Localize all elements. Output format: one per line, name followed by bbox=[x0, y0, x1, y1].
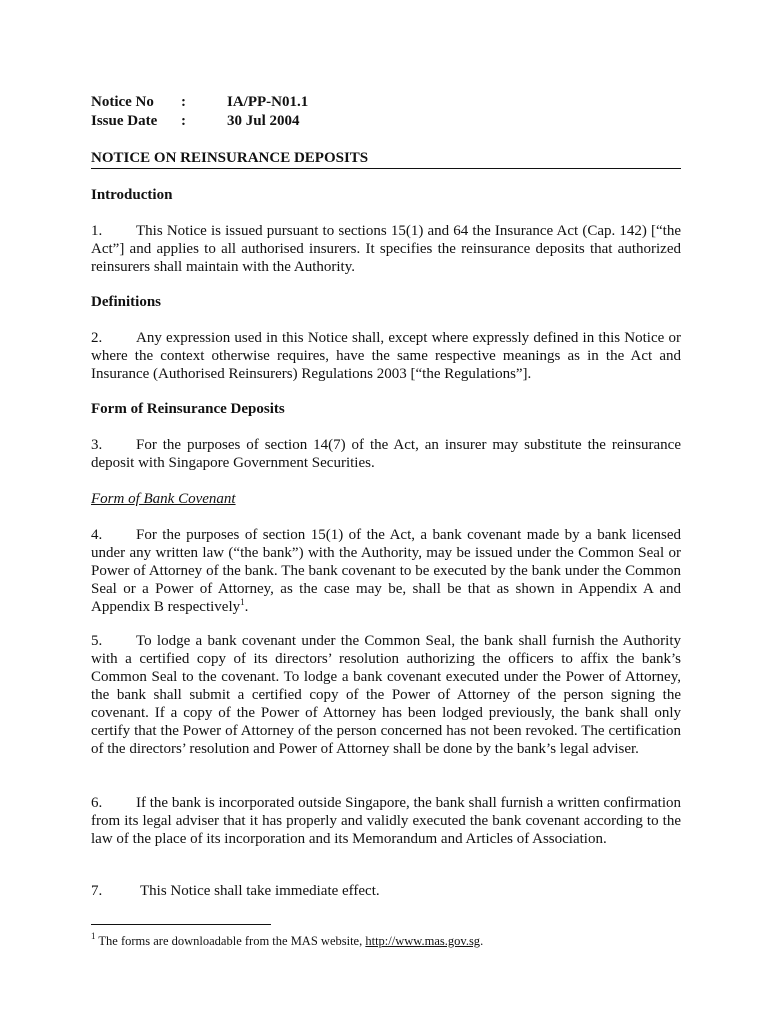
paragraph-number: 3. bbox=[91, 437, 103, 453]
notice-no-label: Notice No bbox=[91, 94, 154, 110]
paragraph-number: 5. bbox=[91, 633, 103, 649]
footnote-tail: . bbox=[480, 934, 484, 948]
footnote-divider bbox=[91, 924, 271, 925]
footnote-text: The forms are downloadable from the MAS website, bbox=[98, 934, 366, 948]
document-title: NOTICE ON REINSURANCE DEPOSITS bbox=[91, 149, 681, 169]
paragraph-number: 6. bbox=[91, 795, 103, 811]
paragraph-text: For the purposes of section 15(1) of the Act, a bank covenant made by a bank licensed under any written law (“the bank”) with the Authority, may be issued under the Common Seal or Power of Attorney of the bank. The bank covenant to be executed by the bank under the Common Seal or a Power of Attorney, as the case may be, shall be that as shown in Appendix A and Appendix B respectively bbox=[91, 527, 681, 615]
footnote-reference[interactable]: 1 bbox=[240, 597, 245, 607]
notice-no-row bbox=[91, 93, 308, 112]
paragraph-7 bbox=[91, 882, 681, 900]
paragraph-text: For the purposes of section 14(7) of the Act, an insurer may substitute the reinsurance deposit with Singapore Government Securities. bbox=[91, 437, 681, 471]
paragraph-4 bbox=[91, 526, 681, 616]
issue-date-colon: : bbox=[181, 113, 186, 129]
heading-introduction: Introduction bbox=[91, 187, 173, 203]
paragraph-text: To lodge a bank covenant under the Common Seal, the bank shall furnish the Authority with a certified copy of its directors’ resolution authorizing the officers to affix the bank’s Common Seal to the covenant. To lodge a bank covenant executed under the Power of Attorney, the bank shall submit a certified copy of the Power of Attorney of the person signing the covenant. If a copy of the Power of Attorney has been lodged previously, the bank shall only certify that the Power of Attorney of the person concerned has not been revoked. The certification of the directors’ resolution and Power of Attorney shall be done by the bank’s legal adviser. bbox=[91, 633, 681, 757]
heading-definitions: Definitions bbox=[91, 294, 162, 310]
paragraph-number: 4. bbox=[91, 527, 103, 543]
paragraph-5 bbox=[91, 632, 681, 758]
mas-website-link[interactable]: http://www.mas.gov.sg bbox=[365, 934, 481, 948]
notice-header bbox=[91, 93, 308, 131]
subheading-form-of-bank-covenant: Form of Bank Covenant bbox=[91, 491, 236, 507]
issue-date-value: 30 Jul 2004 bbox=[227, 113, 300, 129]
footnote bbox=[91, 931, 484, 949]
paragraph-2 bbox=[91, 329, 681, 383]
paragraph-number: 2. bbox=[91, 330, 103, 346]
paragraph-text: This Notice is issued pursuant to sections 15(1) and 64 the Insurance Act (Cap. 142) [“the Act”] and applies to all authorised insurers. It specifies the reinsurance deposits that authorized reinsurers shall maintain with the Authority. bbox=[91, 223, 681, 275]
footnote-mark: 1 bbox=[91, 931, 96, 941]
notice-no-value: IA/PP-N01.1 bbox=[227, 94, 309, 110]
paragraph-number: 1. bbox=[91, 223, 103, 239]
issue-date-label: Issue Date bbox=[91, 113, 158, 129]
paragraph-text: If the bank is incorporated outside Singapore, the bank shall furnish a written confirmation from its legal adviser that it has properly and validly executed the bank covenant according to the law of the place of its incorporation and its Memorandum and Articles of Association. bbox=[91, 795, 681, 847]
paragraph-text: Any expression used in this Notice shall, except where expressly defined in this Notice or where the context otherwise requires, have the same respective meanings as in the Act and Insurance (Authorised Reinsurers) Regulations 2003 [“the Regulations”]. bbox=[91, 330, 681, 382]
paragraph-1 bbox=[91, 222, 681, 276]
notice-no-colon: : bbox=[181, 94, 186, 110]
paragraph-6 bbox=[91, 794, 681, 848]
paragraph-number: 7. bbox=[91, 883, 103, 899]
heading-form-of-deposits: Form of Reinsurance Deposits bbox=[91, 401, 285, 417]
issue-date-row bbox=[91, 112, 308, 131]
paragraph-3 bbox=[91, 436, 681, 472]
paragraph-text: This Notice shall take immediate effect. bbox=[140, 883, 380, 899]
paragraph-tail: . bbox=[244, 599, 249, 615]
